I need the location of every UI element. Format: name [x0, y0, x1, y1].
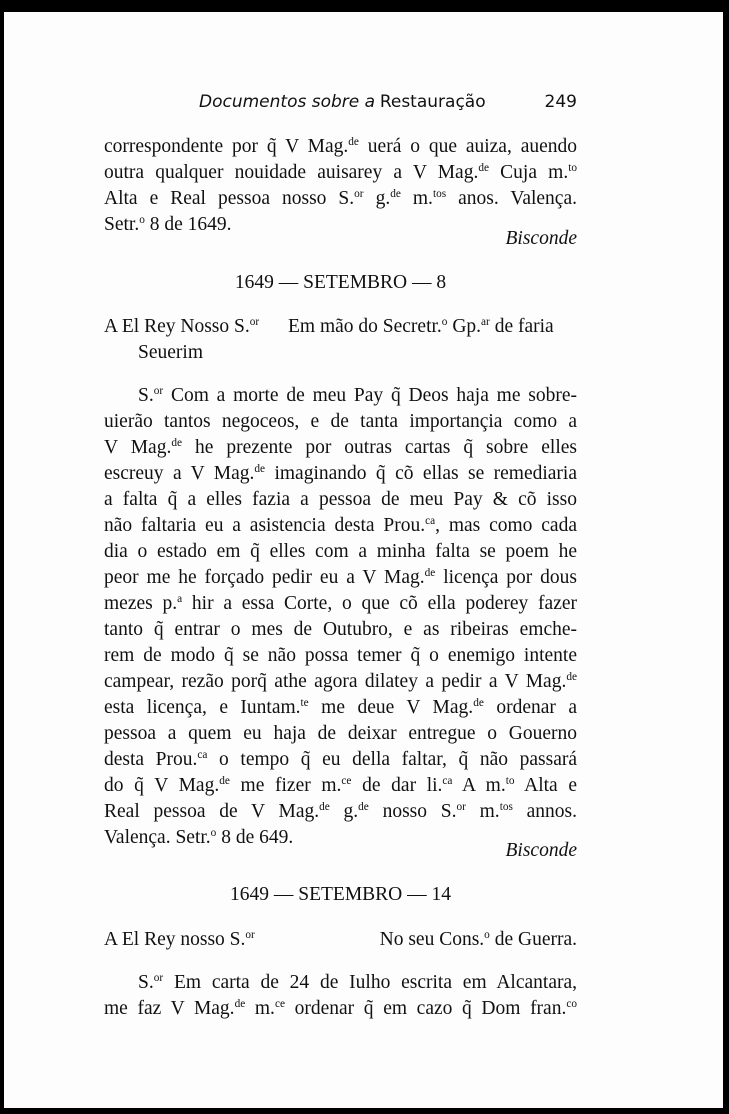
text-line: campear, rezão porq̃ athe agora dilatey a pedir a V Mag.$^{de}$	[104, 671, 577, 692]
text-line: S.$^{or}$ Em carta de 24 de Iulho escrita em Alcantara,	[138, 972, 577, 993]
text-line: correspondente por q̃ V Mag.$^{de}$ uerá o que auiza, auendo	[104, 136, 578, 157]
text-line: não faltaria eu a asistencia desta Prou.$^{ca}$, mas como cada	[104, 515, 577, 536]
text-line: Valença. Setr.$^o$ 8 de 649.	[104, 827, 294, 848]
text-line: V Mag.$^{de}$ he prezente por outras cartas q̃ sobre elles	[104, 437, 577, 458]
text-line: a falta q̃ a elles fazia a pessoa de meu Pay & cõ isso	[104, 489, 577, 510]
text-line: Real pessoa de V Mag.$^{de}$ g.$^{de}$ nosso S.$^{or}$ m.$^{tos}$ annos.	[104, 801, 577, 822]
text-line: tanto q̃ entrar o mes de Outubro, e as ribeiras emche-	[104, 619, 577, 640]
text-line: uierão tantos negoceos, e de tanta importançia como a	[104, 411, 577, 432]
text-line: outra qualquer nouidade auisarey a V Mag.$^{de}$ Cuja m.$^{to}$	[104, 162, 578, 183]
book-page	[4, 12, 723, 1108]
text-line: dia o estado em q̃ elles com a minha falta se poem he	[104, 541, 577, 562]
text-line: rem de modo q̃ se não possa temer q̃ o enemigo intente	[104, 645, 577, 666]
text-line: desta Prou.$^{ca}$ o tempo q̃ eu della faltar, q̃ não passará	[104, 749, 578, 770]
text-line: me faz V Mag.$^{de}$ m.$^{ce}$ ordenar q̃ em cazo q̃ Dom fran.$^{co}$	[104, 998, 578, 1019]
letter-date-heading: 1649 — SETEMBRO — 8	[234, 272, 447, 293]
signature: Bisconde	[505, 840, 577, 861]
text-line: S.$^{or}$ Com a morte de meu Pay q̃ Deos haja me sobre-	[138, 385, 577, 406]
address-line: Seuerim	[138, 342, 203, 363]
text-line: do q̃ V Mag.$^{de}$ me fizer m.$^{ce}$ de dar li.$^{ca}$ A m.$^{to}$ Alta e	[104, 775, 577, 796]
running-header	[199, 89, 577, 115]
signature: Bisconde	[505, 228, 577, 249]
text-line: Alta e Real pessoa nosso S.$^{or}$ g.$^{de}$ m.$^{tos}$ anos. Valença.	[104, 188, 577, 209]
text-line: esta licença, e Iuntam.$^{te}$ me deue V Mag.$^{de}$ ordenar a	[104, 697, 577, 718]
text-line: mezes p.$^a$ hir a essa Corte, o que cõ ella poderey fazer	[104, 593, 577, 614]
address-line: A El Rey nosso S.$^{or}$ No seu Cons.$^o$ de Guerra.	[104, 929, 577, 950]
text-line: peor me he forçado pedir eu a V Mag.$^{de}$ licença por dous	[104, 567, 578, 588]
text-line: escreuy a V Mag.$^{de}$ imaginando q̃ cõ ellas se remediaria	[104, 463, 577, 484]
address-line: A El Rey Nosso S.$^{or}$ Em mão do Secretr.$^o$ Gp.$^{ar}$ de faria	[104, 316, 554, 337]
header-title: Documentos sobre a Restauração	[199, 92, 486, 112]
letter-date-heading: 1649 — SETEMBRO — 14	[229, 884, 451, 905]
page-number: 249	[544, 92, 577, 112]
text-line: Setr.$^o$ 8 de 1649.	[104, 214, 232, 235]
text-line: pessoa a quem eu haja de deixar entregue o Gouerno	[104, 723, 577, 744]
